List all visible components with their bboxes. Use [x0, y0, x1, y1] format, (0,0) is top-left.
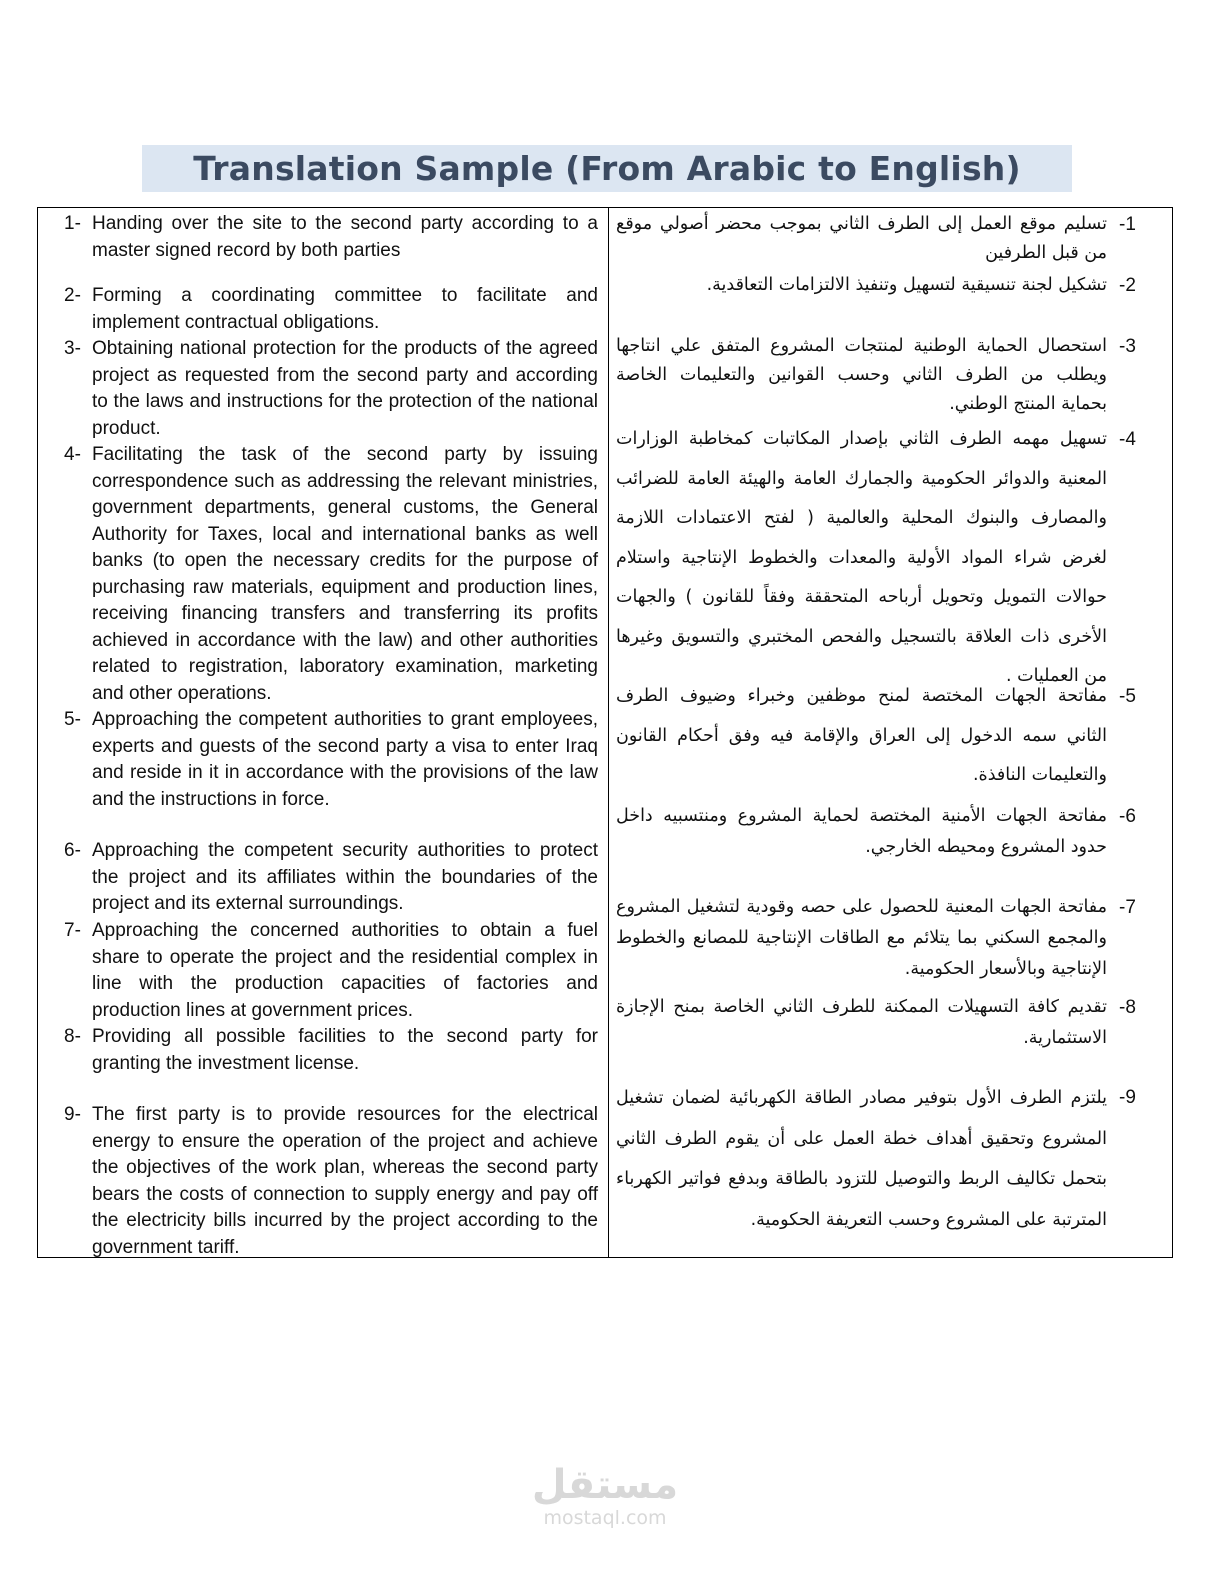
- translation-table: [37, 207, 1173, 1258]
- item-number: 1-: [64, 213, 81, 234]
- english-item-5: [64, 707, 598, 813]
- item-text: مفاتحة الجهات المختصة لمنح موظفين وخبراء وضيوف الطرف الثاني سمه الدخول إلى العراق والإقامة فيه وفق أحكام القانون والتعليمات النافذة.: [616, 686, 1107, 785]
- item-number: 4-: [64, 444, 81, 465]
- english-item-7: [64, 918, 598, 1024]
- item-text: Handing over the site to the second party according to a master signed record by both parties: [92, 213, 598, 261]
- item-text: Approaching the concerned authorities to obtain a fuel share to operate the project and the residential complex in line with the production capacities of factories and production lines at government prices.: [92, 920, 598, 1021]
- english-item-6: [64, 838, 598, 918]
- item-text: تشكيل لجنة تنسيقية لتسهيل وتنفيذ الالتزامات التعاقدية.: [706, 275, 1107, 295]
- english-item-2: [64, 283, 598, 336]
- item-text: استحصال الحماية الوطنية لمنتجات المشروع المتفق علي انتاجها ويطلب من الطرف الثاني وحسب القوانين والتعليمات الخاصة بحماية المنتج الوطني.: [616, 336, 1107, 414]
- item-number: 7-: [64, 920, 81, 941]
- arabic-item-8: [616, 992, 1149, 1054]
- item-number: -7: [1119, 897, 1136, 918]
- item-number: -8: [1119, 997, 1136, 1018]
- item-text: مفاتحة الجهات المعنية للحصول على حصه وقودية لتشغيل المشروع والمجمع السكني بما يتلائم مع الطاقات الإنتاجية للمصانع والخطوط الإنتاجية وبالأسعار الحكومية.: [616, 897, 1107, 979]
- watermark-site: mostaql.com: [543, 1507, 667, 1529]
- arabic-item-4: [616, 420, 1149, 697]
- item-text: يلتزم الطرف الأول بتوفير مصادر الطاقة الكهربائية لضمان تشغيل المشروع وتحقيق أهداف خطة العمل على أن يقوم الطرف الثاني بتحمل تكاليف الربط والتوصيل للتزود بالطاقة وبدفع فواتير الكهرباء المترتبة على المشروع وحسب التعريفة الحكومية.: [616, 1088, 1107, 1230]
- item-text: Providing all possible facilities to the second party for granting the investment license.: [92, 1026, 598, 1074]
- english-item-3: [64, 336, 598, 442]
- item-number: -5: [1119, 686, 1136, 707]
- item-number: 5-: [64, 709, 81, 730]
- item-number: -4: [1119, 429, 1136, 450]
- item-number: 3-: [64, 338, 81, 359]
- watermark-logo: مستقل: [531, 1462, 679, 1508]
- arabic-item-1: [616, 210, 1149, 268]
- english-item-9: [64, 1102, 598, 1261]
- item-number: -2: [1119, 275, 1136, 296]
- item-text: Approaching the competent authorities to grant employees, experts and guests of the second party a visa to enter Iraq and reside in it in accordance with the provisions of the law and the instructions in force.: [92, 709, 598, 810]
- item-text: Obtaining national protection for the products of the agreed project as requested from the second party and according to the laws and instructions for the protection of the national product.: [92, 338, 598, 439]
- item-number: 2-: [64, 285, 81, 306]
- arabic-item-5: [616, 677, 1149, 796]
- arabic-item-6: [616, 801, 1149, 863]
- item-number: 8-: [64, 1026, 81, 1047]
- arabic-item-9: [616, 1078, 1149, 1240]
- item-text: تسليم موقع العمل إلى الطرف الثاني بموجب محضر أصولي موقع من قبل الطرفين: [616, 214, 1107, 263]
- mostaql-watermark: [520, 1462, 690, 1528]
- item-text: Facilitating the task of the second party by issuing correspondence such as addressing the relevant ministries, government departments, general customs, the General Authority for Taxes, local and international banks as well banks (to open the necessary credits for the purpose of purchasing raw materials, equipment and production lines, receiving financing transfers and transferring its profits achieved in accordance with the law) and other authorities related to registration, laboratory examination, marketing and other operations.: [92, 444, 598, 704]
- arabic-item-3: [616, 332, 1149, 419]
- english-item-4: [64, 442, 598, 707]
- column-divider: [608, 208, 609, 1257]
- item-text: Approaching the competent security authorities to protect the project and its affiliates within the boundaries of the project and its external surroundings.: [92, 840, 598, 914]
- item-text: تقديم كافة التسهيلات الممكنة للطرف الثاني الخاصة بمنح الإجازة الاستثمارية.: [616, 997, 1107, 1048]
- item-number: 9-: [64, 1104, 81, 1125]
- item-number: 6-: [64, 840, 81, 861]
- title-banner: [142, 145, 1072, 192]
- item-text: Forming a coordinating committee to facilitate and implement contractual obligations.: [92, 285, 598, 333]
- english-item-1: [64, 211, 598, 264]
- page-title: Translation Sample (From Arabic to English): [193, 149, 1021, 188]
- item-number: -9: [1119, 1087, 1136, 1108]
- item-number: -3: [1119, 336, 1136, 357]
- item-text: The first party is to provide resources for the electrical energy to ensure the operation of the project and achieve the objectives of the work plan, whereas the second party bears the costs of connection to supply energy and pay off the electricity bills incurred by the project according to the government tariff.: [92, 1104, 598, 1258]
- item-number: -1: [1119, 214, 1136, 235]
- arabic-item-2: [616, 271, 1149, 300]
- item-text: مفاتحة الجهات الأمنية المختصة لحماية المشروع ومنتسبيه داخل حدود المشروع ومحيطه الخارجي.: [616, 806, 1107, 857]
- english-item-8: [64, 1024, 598, 1077]
- item-number: -6: [1119, 806, 1136, 827]
- item-text: تسهيل مهمه الطرف الثاني بإصدار المكاتبات كمخاطبة الوزارات المعنية والدوائر الحكومية والجمارك العامة والهيئة العامة للضرائب والمصارف والبنوك المحلية والعالمية ( لفتح الاعتمادات اللازمة لغرض شراء المواد الأولية والمعدات والخطوط الإنتاجية واستلام حوالات التمويل وتحويل أرباحه المتحققة وفقاً للقانون ) والجهات الأخرى ذات العلاقة بالتسجيل والفحص المختبري والتسويق وغيرها من العمليات .: [616, 429, 1107, 686]
- arabic-item-7: [616, 892, 1149, 985]
